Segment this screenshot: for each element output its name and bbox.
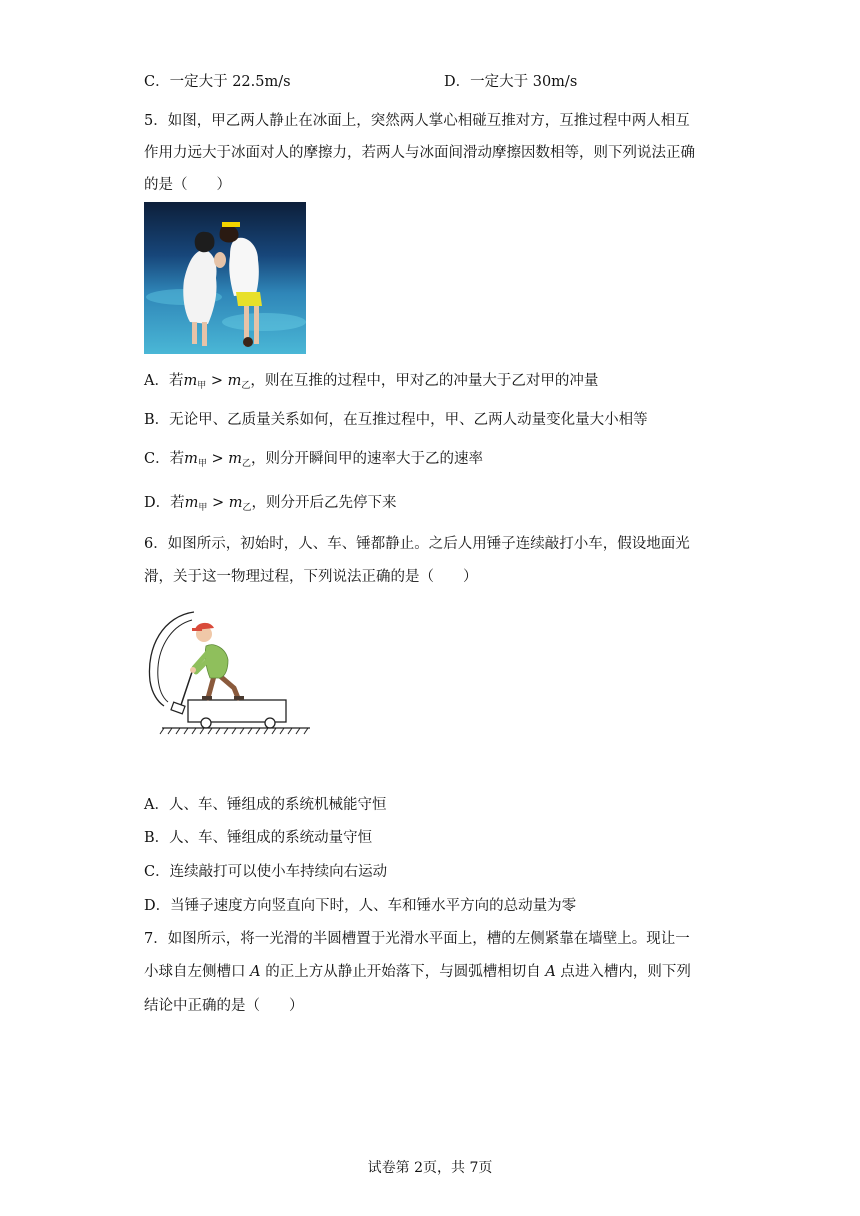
q4-option-c: C．一定大于 22.5m/s bbox=[144, 74, 291, 90]
q7-stem-line-3: 结论中正确的是（ ） bbox=[144, 998, 304, 1014]
mass-yi-subscript: 乙 bbox=[242, 503, 252, 513]
q5-stem-line-2: 作用力远大于冰面对人的摩擦力，若两人与冰面间滑动摩擦因数相等，则下列说法正确 bbox=[144, 145, 695, 161]
q5-option-d bbox=[144, 493, 397, 518]
point-a-label: A bbox=[545, 964, 556, 980]
ice-skaters-photo bbox=[144, 202, 306, 354]
q6-option-c: C．连续敲打可以使小车持续向右运动 bbox=[144, 864, 388, 880]
greater-than-sign: > bbox=[206, 451, 229, 467]
q7-stem-line-2-part-b: 的正上方从静止开始落下，与圆弧槽相切自 bbox=[265, 964, 541, 980]
mass-jia-symbol: m bbox=[184, 495, 199, 511]
q5-option-d-suffix: ，则分开后乙先停下来 bbox=[251, 495, 397, 511]
q6-stem-line-1: 6．如图所示，初始时，人、车、锤都静止。之后人用锤子连续敲打小车，假设地面光 bbox=[144, 536, 690, 552]
mass-jia-subscript: 甲 bbox=[198, 503, 208, 513]
mass-yi-symbol: m bbox=[228, 451, 242, 467]
point-a-label: A bbox=[250, 964, 261, 980]
q5-option-b: B．无论甲、乙质量关系如何，在互推过程中，甲、乙两人动量变化量大小相等 bbox=[144, 412, 648, 428]
mass-jia-symbol: m bbox=[183, 373, 198, 389]
mass-jia-subscript: 甲 bbox=[197, 459, 207, 469]
q6-stem-line-2: 滑，关于这一物理过程，下列说法正确的是（ ） bbox=[144, 569, 478, 585]
mass-yi-symbol: m bbox=[228, 495, 243, 511]
greater-than-sign: > bbox=[207, 495, 229, 511]
greater-than-sign: > bbox=[206, 373, 228, 389]
q5-option-d-prefix: D．若 bbox=[144, 495, 185, 511]
mass-jia-symbol: m bbox=[184, 451, 198, 467]
q5-stem-line-1: 5．如图，甲乙两人静止在冰面上，突然两人掌心相碰互推对方，互推过程中两人相互 bbox=[144, 113, 690, 129]
q7-stem-line-1: 7．如图所示，将一光滑的半圆槽置于光滑水平面上，槽的左侧紧靠在墙壁上。现让一 bbox=[144, 931, 690, 947]
mass-yi-subscript: 乙 bbox=[241, 381, 251, 391]
q5-stem-line-3: 的是（ ） bbox=[144, 177, 231, 193]
hammer-cart-figure bbox=[144, 606, 314, 746]
q5-option-c bbox=[144, 449, 483, 474]
q5-option-c-suffix: ，则分开瞬间甲的速率大于乙的速率 bbox=[251, 451, 484, 467]
q7-stem-line-2 bbox=[144, 962, 691, 982]
mass-jia-subscript: 甲 bbox=[197, 381, 207, 391]
q7-stem-line-2-part-c: 点进入槽内，则下列 bbox=[560, 964, 691, 980]
q6-option-a: A．人、车、锤组成的系统机械能守恒 bbox=[144, 797, 387, 813]
page-footer: 试卷第 2页，共 7页 bbox=[367, 1160, 493, 1176]
q6-option-b: B．人、车、锤组成的系统动量守恒 bbox=[144, 830, 373, 846]
q4-option-d: D．一定大于 30m/s bbox=[444, 74, 578, 90]
q6-option-d: D．当锤子速度方向竖直向下时，人、车和锤水平方向的总动量为零 bbox=[144, 898, 577, 914]
q5-option-a bbox=[144, 371, 598, 396]
q5-option-a-prefix: A．若 bbox=[144, 373, 184, 389]
mass-yi-subscript: 乙 bbox=[242, 459, 252, 469]
q5-option-c-prefix: C．若 bbox=[144, 451, 185, 467]
q5-option-a-suffix: ，则在互推的过程中，甲对乙的冲量大于乙对甲的冲量 bbox=[250, 373, 599, 389]
q7-stem-line-2-part-a: 小球自左侧槽口 bbox=[144, 964, 246, 980]
mass-yi-symbol: m bbox=[227, 373, 242, 389]
